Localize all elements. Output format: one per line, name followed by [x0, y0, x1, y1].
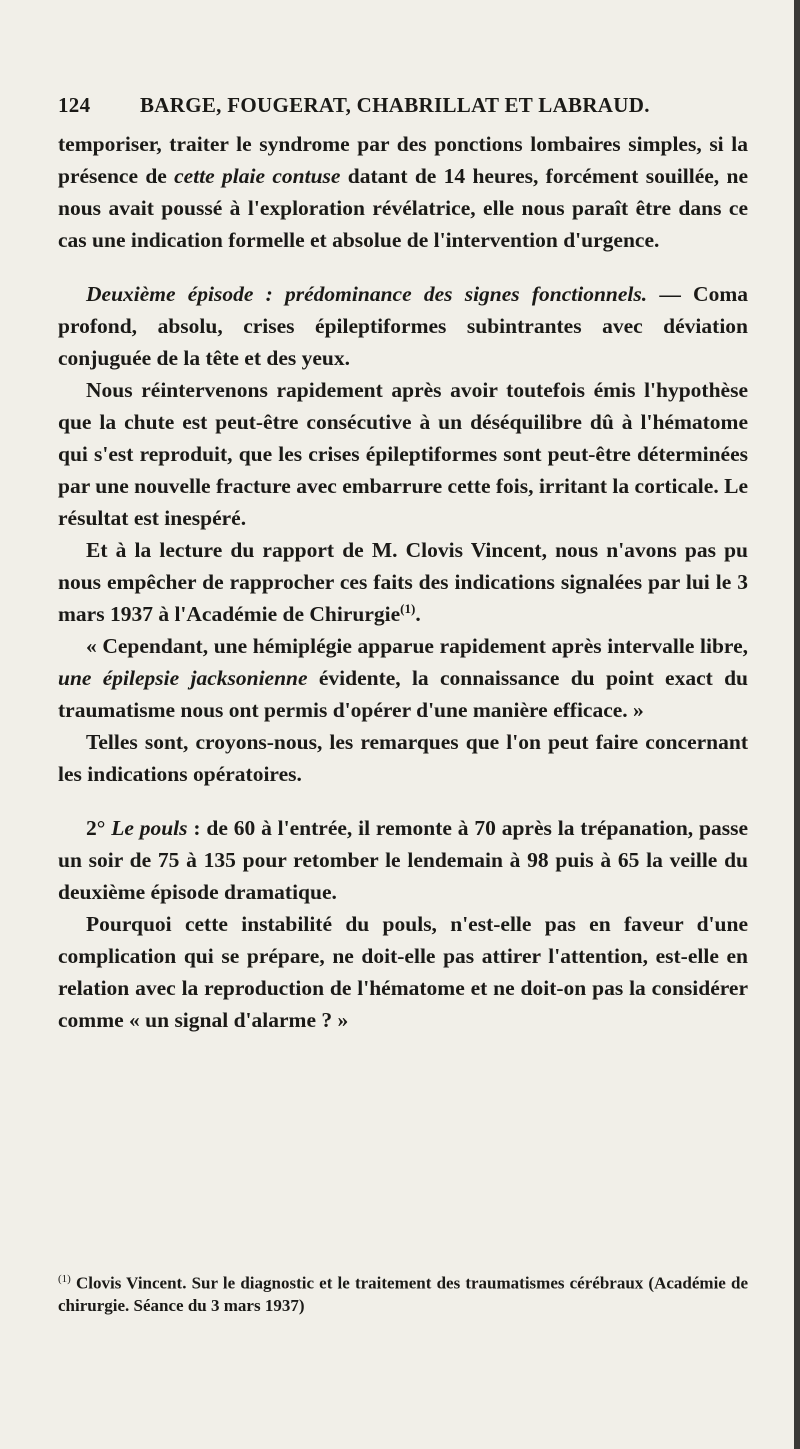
paragraph-8: Pourquoi cette instabilité du pouls, n'est-elle pas en faveur d'une complication qui se prépare, ne doit-elle pas attirer l'attention, est-elle en relation avec la reproduction de l'hématome et ne doit-on pas la considérer comme « un signal d'alarme ? »: [58, 912, 748, 1032]
footnote: [58, 1268, 748, 1317]
item-number: 2°: [86, 816, 112, 840]
text-run: .: [415, 602, 421, 626]
running-title: BARGE, FOUGERAT, CHABRILLAT ET LABRAUD.: [140, 93, 650, 117]
text-run: Et à la lecture du rapport de M. Clovis Vincent, nous n'avons pas pu nous empêcher de rapprocher ces faits des indications signalées par lui le 3 mars 1937 à l'Académie de Chirurgie: [58, 538, 748, 626]
text-run: — Coma profond, absolu, crises épileptiformes subintrantes avec déviation conjuguée de la tête et des yeux.: [58, 282, 748, 370]
emphasis-text: une épilepsie jacksonienne: [58, 666, 308, 690]
paragraph-7: [58, 812, 748, 908]
text-run: temporiser, traiter le syndrome par des ponctions lombaires simples, si la présence de: [58, 132, 748, 188]
paragraph-4: [58, 534, 748, 630]
footnote-text: Clovis Vincent. Sur le diagnostic et le traitement des traumatismes cérébraux (Académie de chirurgie. Séance du 3 mars 1937): [58, 1273, 748, 1315]
page-edge-shadow: [794, 0, 800, 1449]
text-run: évidente, la connaissance du point exact du traumatisme nous ont permis d'opérer d'une manière efficace. »: [58, 666, 749, 722]
running-header: [58, 93, 748, 118]
page-number: 124: [58, 93, 91, 117]
paragraph-3: Nous réintervenons rapidement après avoir toutefois émis l'hypothèse que la chute est peut-être consécutive à un déséquilibre dû à l'hématome qui s'est reproduit, que les crises épileptiformes sont peut-être déterminées par une nouvelle fracture avec embarrure cette fois, irritant la corticale. Le résultat est inespéré.: [58, 378, 748, 530]
footnote-mark: (1): [58, 1273, 71, 1285]
paragraph-2: [58, 278, 748, 374]
paragraph-5-quote: [58, 630, 748, 726]
paragraph-1: [58, 128, 748, 256]
paragraph-6: Telles sont, croyons-nous, les remarques que l'on peut faire concernant les indications opératoires.: [58, 730, 748, 786]
text-run: « Cependant, une hémiplégie apparue rapidement après intervalle libre,: [86, 634, 748, 658]
text-run: : de 60 à l'entrée, il remonte à 70 après la trépanation, passe un soir de 75 à 135 pour retomber le lendemain à 98 puis à 65 la veille du deuxième épisode dramatique.: [58, 816, 748, 904]
section-heading: Le pouls: [111, 816, 188, 840]
section-heading: Deuxième épisode : prédominance des signes fonctionnels.: [86, 282, 648, 306]
text-run: datant de 14 heures, forcément souillée, ne nous avait poussé à l'exploration révélatrice, elle nous paraît être dans ce cas une indication formelle et absolue de l'intervention d'urgence.: [58, 164, 748, 252]
main-text: [58, 128, 748, 1036]
emphasis-text: cette plaie contuse: [174, 164, 341, 188]
footnote-reference[interactable]: (1): [400, 600, 416, 616]
